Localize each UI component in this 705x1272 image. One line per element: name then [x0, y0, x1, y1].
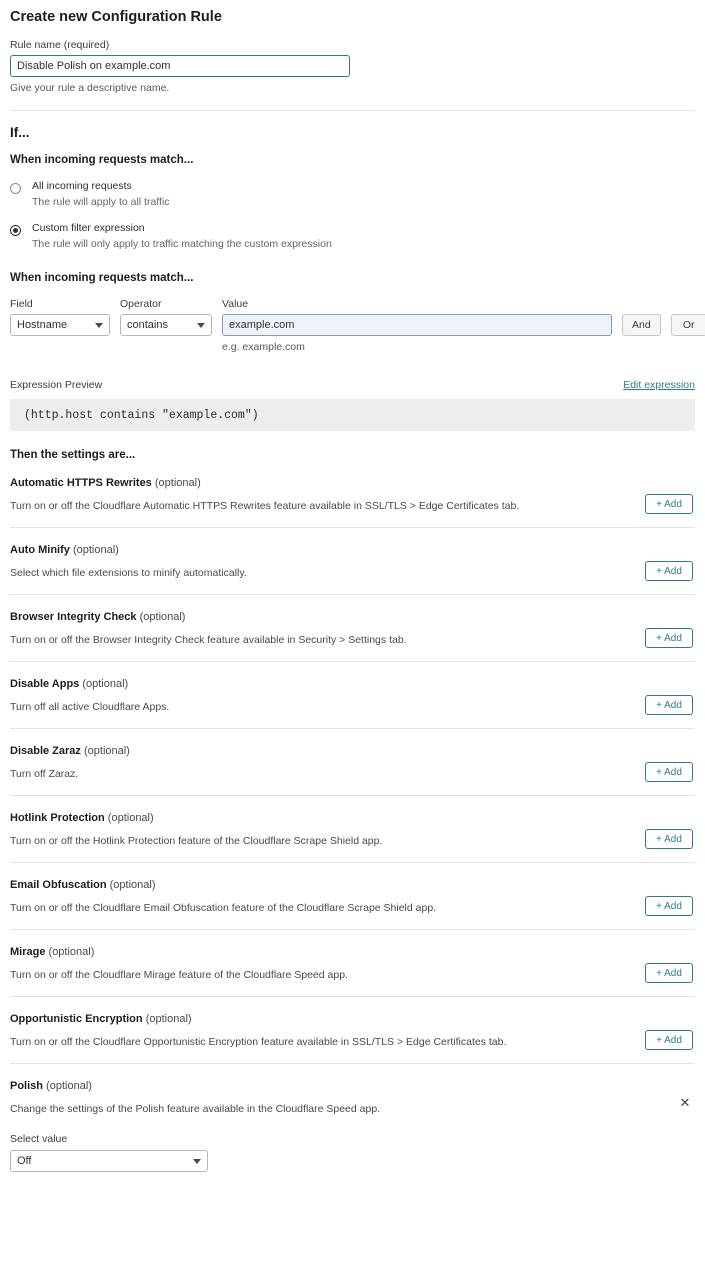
- expression-preview-label: Expression Preview: [10, 379, 103, 391]
- polish-value-select[interactable]: [10, 1150, 208, 1172]
- chevron-down-icon: [95, 323, 103, 328]
- setting-name: Disable Apps: [10, 678, 80, 690]
- polish-select-label: Select value: [10, 1133, 68, 1145]
- radio-icon[interactable]: [10, 225, 21, 236]
- add-button[interactable]: + Add: [645, 561, 693, 581]
- setting-email-obfuscation: [10, 863, 695, 930]
- value-group: [222, 298, 612, 353]
- radio-description: The rule will apply to all traffic: [32, 196, 170, 208]
- value-hint: e.g. example.com: [222, 341, 305, 353]
- setting-hotlink-protection: [10, 796, 695, 863]
- setting-optional: (optional): [83, 745, 130, 757]
- setting-description: Turn on or off the Hotlink Protection feature of the Cloudflare Scrape Shield app.: [10, 835, 383, 847]
- page-title: Create new Configuration Rule: [10, 9, 222, 25]
- add-button[interactable]: + Add: [645, 628, 693, 648]
- setting-disable-apps: [10, 662, 695, 729]
- setting-optional: (optional): [139, 611, 186, 623]
- rule-name-help: Give your rule a descriptive name.: [10, 82, 170, 94]
- setting-description: Turn on or off the Cloudflare Automatic HTTPS Rewrites feature available in SSL/TLS > Edge Certificates tab.: [10, 500, 520, 512]
- setting-name: Mirage: [10, 946, 46, 958]
- setting-optional: (optional): [48, 946, 95, 958]
- chevron-down-icon: [197, 323, 205, 328]
- radio-option-all-requests[interactable]: [10, 180, 695, 208]
- add-button[interactable]: + Add: [645, 963, 693, 983]
- field-label: Field: [10, 298, 33, 310]
- value-input[interactable]: [222, 314, 612, 336]
- setting-name: Auto Minify: [10, 544, 70, 556]
- operator-label: Operator: [120, 298, 162, 310]
- operator-select[interactable]: [120, 314, 212, 336]
- setting-description: Turn on or off the Cloudflare Email Obfuscation feature of the Cloudflare Scrape Shield app.: [10, 902, 437, 914]
- setting-description: Select which file extensions to minify automatically.: [10, 567, 247, 579]
- or-button[interactable]: Or: [671, 314, 705, 336]
- expression-preview-box: [10, 399, 695, 431]
- value-label: Value: [222, 298, 249, 310]
- setting-mirage: [10, 930, 695, 997]
- radio-label: All incoming requests: [32, 180, 132, 192]
- setting-description: Turn off Zaraz.: [10, 768, 79, 780]
- setting-optional: (optional): [154, 477, 201, 489]
- add-button[interactable]: + Add: [645, 896, 693, 916]
- setting-name: Email Obfuscation: [10, 879, 107, 891]
- radio-description: The rule will only apply to traffic matching the custom expression: [32, 238, 332, 250]
- setting-polish: [10, 1064, 695, 1178]
- setting-description: Turn on or off the Cloudflare Opportunistic Encryption feature available in SSL/TLS > Edge Certificates tab.: [10, 1036, 507, 1048]
- setting-name: Disable Zaraz: [10, 745, 81, 757]
- polish-value-select-value: Off: [17, 1155, 32, 1167]
- radio-label: Custom filter expression: [32, 222, 145, 234]
- radio-option-custom-filter[interactable]: [10, 222, 695, 250]
- setting-auto-minify: [10, 528, 695, 595]
- setting-name: Opportunistic Encryption: [10, 1013, 143, 1025]
- setting-browser-integrity-check: [10, 595, 695, 662]
- add-button[interactable]: + Add: [645, 829, 693, 849]
- setting-optional: (optional): [72, 544, 119, 556]
- radio-icon[interactable]: [10, 183, 21, 194]
- operator-select-value: contains: [127, 319, 168, 331]
- close-icon[interactable]: ✕: [679, 1095, 691, 1110]
- setting-name: Browser Integrity Check: [10, 611, 137, 623]
- setting-optional: (optional): [107, 812, 154, 824]
- setting-description: Turn on or off the Cloudflare Mirage feature of the Cloudflare Speed app.: [10, 969, 348, 981]
- setting-optional: (optional): [109, 879, 156, 891]
- setting-description: Turn on or off the Browser Integrity Check feature available in Security > Settings tab.: [10, 634, 407, 646]
- field-select[interactable]: [10, 314, 110, 336]
- expression-preview-header: [10, 379, 695, 391]
- field-select-value: Hostname: [17, 319, 68, 331]
- setting-name: Polish: [10, 1080, 44, 1092]
- setting-optional: (optional): [82, 678, 129, 690]
- setting-optional: (optional): [46, 1080, 92, 1092]
- divider: [10, 110, 695, 111]
- setting-description: Turn off all active Cloudflare Apps.: [10, 701, 170, 713]
- rule-name-group: [10, 39, 695, 94]
- expression-preview-text: (http.host contains "example.com"): [24, 408, 259, 422]
- and-button[interactable]: And: [622, 314, 661, 336]
- setting-description: Change the settings of the Polish feature available in the Cloudflare Speed app.: [10, 1103, 381, 1115]
- chevron-down-icon: [193, 1159, 201, 1164]
- edit-expression-link[interactable]: Edit expression: [623, 379, 695, 391]
- operator-group: [120, 298, 212, 336]
- field-group: [10, 298, 110, 336]
- match-heading: When incoming requests match...: [10, 154, 194, 166]
- setting-optional: (optional): [145, 1013, 192, 1025]
- add-button[interactable]: + Add: [645, 494, 693, 514]
- filter-match-heading: When incoming requests match...: [10, 272, 194, 284]
- setting-automatic-https-rewrites: [10, 461, 695, 528]
- setting-opportunistic-encryption: [10, 997, 695, 1064]
- rule-name-label: Rule name (required): [10, 39, 110, 51]
- filter-expression-row: [10, 298, 695, 353]
- rule-name-input[interactable]: [10, 55, 350, 77]
- then-settings-heading: Then the settings are...: [10, 449, 136, 461]
- add-button[interactable]: + Add: [645, 762, 693, 782]
- setting-name: Hotlink Protection: [10, 812, 105, 824]
- setting-name: Automatic HTTPS Rewrites: [10, 477, 152, 489]
- add-button[interactable]: + Add: [645, 1030, 693, 1050]
- if-heading: If...: [10, 125, 30, 140]
- setting-disable-zaraz: [10, 729, 695, 796]
- add-button[interactable]: + Add: [645, 695, 693, 715]
